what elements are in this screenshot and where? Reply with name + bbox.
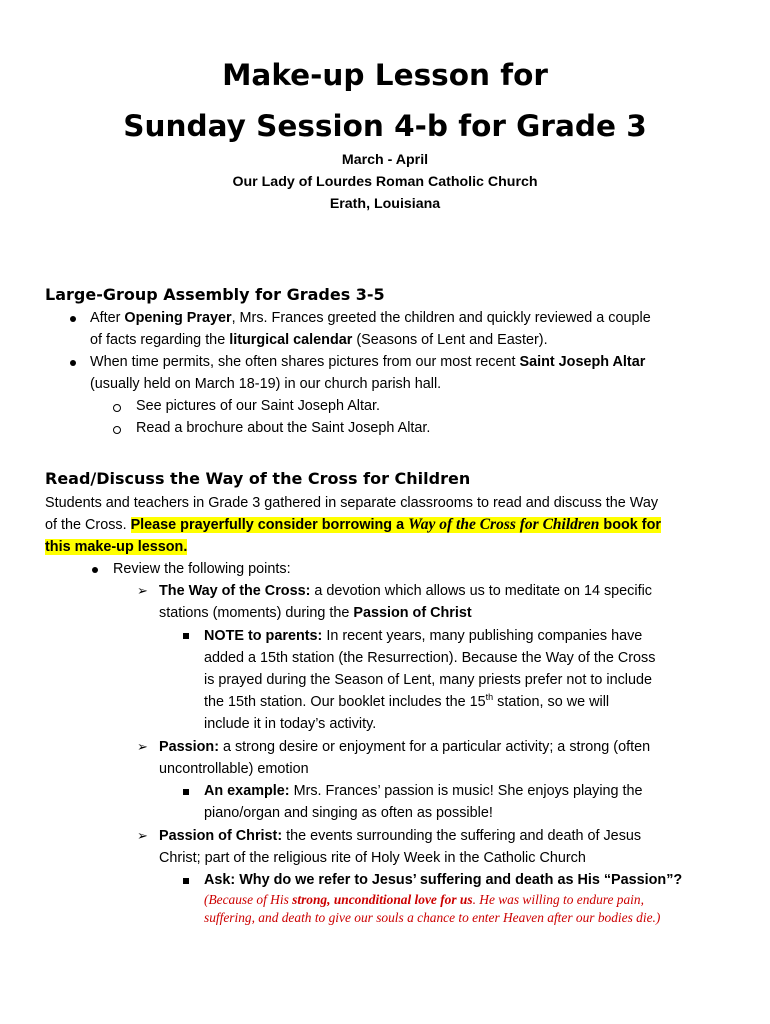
- square-bullet-icon: [183, 633, 189, 639]
- ask-question: Ask: Why do we refer to Jesus’ suffering and death as His “Passion”?: [204, 872, 683, 888]
- circle-bullet-icon: [113, 404, 121, 412]
- section2-intro-line1: Students and teachers in Grade 3 gathered in separate classrooms to read and discuss the Way: [45, 495, 659, 511]
- note-to-parents-line4: the 15th station. Our booklet includes the 15th station, so we will: [204, 692, 610, 710]
- passion-example-line1: An example: Mrs. Frances’ passion is music! She enjoys playing the: [204, 783, 643, 799]
- saint-joseph-pictures-link[interactable]: See pictures of our Saint Joseph Altar.: [136, 398, 380, 414]
- bullet-icon: [92, 567, 98, 573]
- note-to-parents-line1: NOTE to parents: In recent years, many publishing companies have: [204, 628, 643, 644]
- passion-example-line2: piano/organ and singing as often as possible!: [204, 805, 493, 821]
- passion-definition-line1: Passion: a strong desire or enjoyment for a particular activity; a strong (often: [159, 739, 651, 755]
- section2-intro-line2: of the Cross. Please prayerfully consider borrowing a Way of the Cross for Children book for: [45, 516, 661, 533]
- answer-line1: (Because of His strong, unconditional love for us. He was willing to endure pain,: [204, 892, 644, 907]
- way-of-cross-definition-line1: The Way of the Cross: a devotion which allows us to meditate on 14 specific: [159, 583, 652, 599]
- subtitle-church: Our Lady of Lourdes Roman Catholic Church: [232, 174, 538, 190]
- section1-bullet1-line2: of facts regarding the liturgical calendar (Seasons of Lent and Easter).: [90, 332, 548, 348]
- title-line-1: Make-up Lesson for: [222, 58, 548, 92]
- note-to-parents-line5: include it in today’s activity.: [204, 716, 377, 732]
- title-line-2: Sunday Session 4-b for Grade 3: [123, 109, 647, 143]
- section1-bullet2-line1: When time permits, she often shares pictures from our most recent Saint Joseph Altar: [90, 354, 646, 370]
- answer-line2: suffering, and death to give our souls a chance to enter Heaven after our bodies die.): [204, 910, 661, 925]
- section1-heading: Large-Group Assembly for Grades 3-5: [45, 285, 385, 304]
- section1-bullet2-line2: (usually held on March 18-19) in our church parish hall.: [90, 376, 442, 392]
- arrow-bullet-icon: ➢: [137, 828, 148, 843]
- bullet-icon: [70, 360, 76, 366]
- arrow-bullet-icon: ➢: [137, 739, 148, 754]
- section1-bullet1-line1: After Opening Prayer, Mrs. Frances greeted the children and quickly reviewed a couple: [90, 310, 651, 326]
- review-points-label: Review the following points:: [113, 561, 291, 577]
- saint-joseph-brochure-link[interactable]: Read a brochure about the Saint Joseph Altar.: [136, 420, 431, 436]
- square-bullet-icon: [183, 878, 189, 884]
- way-of-cross-definition-line2: stations (moments) during the Passion of Christ: [159, 605, 472, 621]
- passion-of-christ-definition-line2: Christ; part of the religious rite of Holy Week in the Catholic Church: [159, 850, 586, 866]
- subtitle-location: Erath, Louisiana: [329, 196, 441, 212]
- bullet-icon: [70, 316, 76, 322]
- subtitle-dates: March - April: [341, 152, 429, 168]
- note-to-parents-line3: is prayed during the Season of Lent, many priests prefer not to include: [204, 672, 652, 688]
- section2-heading: Read/Discuss the Way of the Cross for Children: [45, 469, 471, 488]
- arrow-bullet-icon: ➢: [137, 583, 148, 598]
- square-bullet-icon: [183, 789, 189, 795]
- note-to-parents-line2: added a 15th station (the Resurrection). Because the Way of the Cross: [204, 650, 656, 666]
- section2-intro-line3: this make-up lesson.: [45, 539, 188, 555]
- passion-definition-line2: uncontrollable) emotion: [159, 761, 309, 777]
- passion-of-christ-definition-line1: Passion of Christ: the events surrounding the suffering and death of Jesus: [159, 828, 642, 844]
- circle-bullet-icon: [113, 426, 121, 434]
